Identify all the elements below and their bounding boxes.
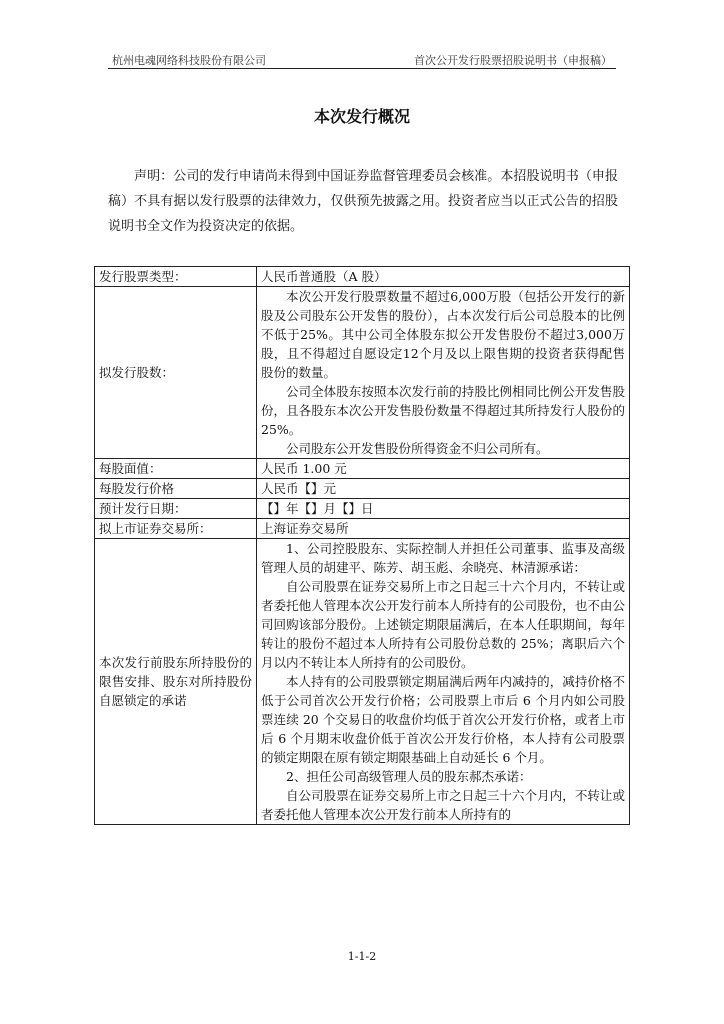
par-value-label: 每股面值：	[95, 459, 257, 479]
disclaimer-statement: 声明：公司的发行申请尚未得到中国证券监督管理委员会核准。本招股说明书（申报稿）不具有据以发行股票的法律效力，仅供预先披露之用。投资者应当以正式公告的招股说明书全文作为投资决定的依据。	[108, 169, 618, 234]
shares-paragraph: 公司全体股东按照本次发行前的持股比例相同比例公开发售股份，且各股东本次公开发售股份数量不得超过其所持发行人股份的25%。	[261, 384, 625, 437]
shares-paragraph: 公司股东公开发售股份所得资金不归公司所有。	[286, 441, 549, 456]
lockup-paragraph: 1、公司控股股东、实际控制人并担任公司董事、监事及高级管理人员的胡建平、陈芳、胡玉彪、余晓亮、林清源承诺：	[261, 541, 625, 575]
table-row	[95, 267, 630, 287]
table-row	[95, 539, 630, 825]
lockup-paragraph: 自公司股票在证券交易所上市之日起三十六个月内，不转让或者委托他人管理本次公开发行前本人所持有的公司股份，也不由公司回购该部分股份。上述锁定期限届满后，在本人任职期间，每年转让的股份不超过本人所持有公司股份总数的 25%；离职后六个月以内不转让本人所持有的公司股份。	[261, 579, 625, 670]
lockup-paragraph: 本人持有的公司股票锁定期届满后两年内减持的，减持价格不低于公司首次公开发行价格；公司股票上市后 6 个月内如公司股票连续 20 个交易日的收盘价均低于首次公开发行价格，或者上市后 6 个月期末收盘价低于首次公开发行价格，本人持有公司股票的锁定期限在原有锁定期限基础上自动延长 6 个月。	[261, 674, 625, 765]
lockup-value	[257, 539, 630, 825]
exchange-value: 上海证券交易所	[257, 519, 630, 539]
shares-label: 拟发行股数：	[95, 287, 257, 459]
page-header	[108, 50, 616, 69]
lockup-paragraph: 2、担任公司高级管理人员的股东郝杰承诺：	[286, 769, 532, 784]
par-value-value: 人民币 1.00 元	[257, 459, 630, 479]
date-label: 预计发行日期：	[95, 499, 257, 519]
exchange-label: 拟上市证券交易所：	[95, 519, 257, 539]
table-row	[95, 459, 630, 479]
lockup-paragraph: 自公司股票在证券交易所上市之日起三十六个月内，不转让或者委托他人管理本次公开发行前本人所持有的	[261, 788, 625, 822]
table-row	[95, 519, 630, 539]
lockup-label: 本次发行前股东所持股份的限售安排、股东对所持股份自愿锁定的承诺	[95, 539, 257, 825]
table-row	[95, 499, 630, 519]
header-doc-title: 首次公开发行股票招股说明书（申报稿）	[414, 54, 612, 67]
shares-paragraph: 本次公开发行股票数量不超过6,000万股（包括公开发行的新股及公司股东公开发售的股份），占本次发行后公司总股本的比例不低于25%。其中公司全体股东拟公开发售股份不超过3,000万股，且不得超过自愿设定12个月及以上限售期的投资者获得配售股份的数量。	[261, 289, 625, 380]
price-value: 人民币【】元	[257, 479, 630, 499]
offering-summary-table	[94, 266, 630, 825]
header-company: 杭州电魂网络科技股份有限公司	[112, 54, 266, 67]
date-value: 【】年【】月【】日	[257, 499, 630, 519]
page-number: 1-1-2	[347, 950, 377, 963]
shares-value	[257, 287, 630, 459]
stock-type-label: 发行股票类型：	[95, 267, 257, 287]
price-label: 每股发行价格	[95, 479, 257, 499]
section-title: 本次发行概况	[313, 107, 410, 126]
stock-type-value: 人民币普通股（A 股）	[257, 267, 630, 287]
table-row	[95, 479, 630, 499]
table-row	[95, 287, 630, 459]
